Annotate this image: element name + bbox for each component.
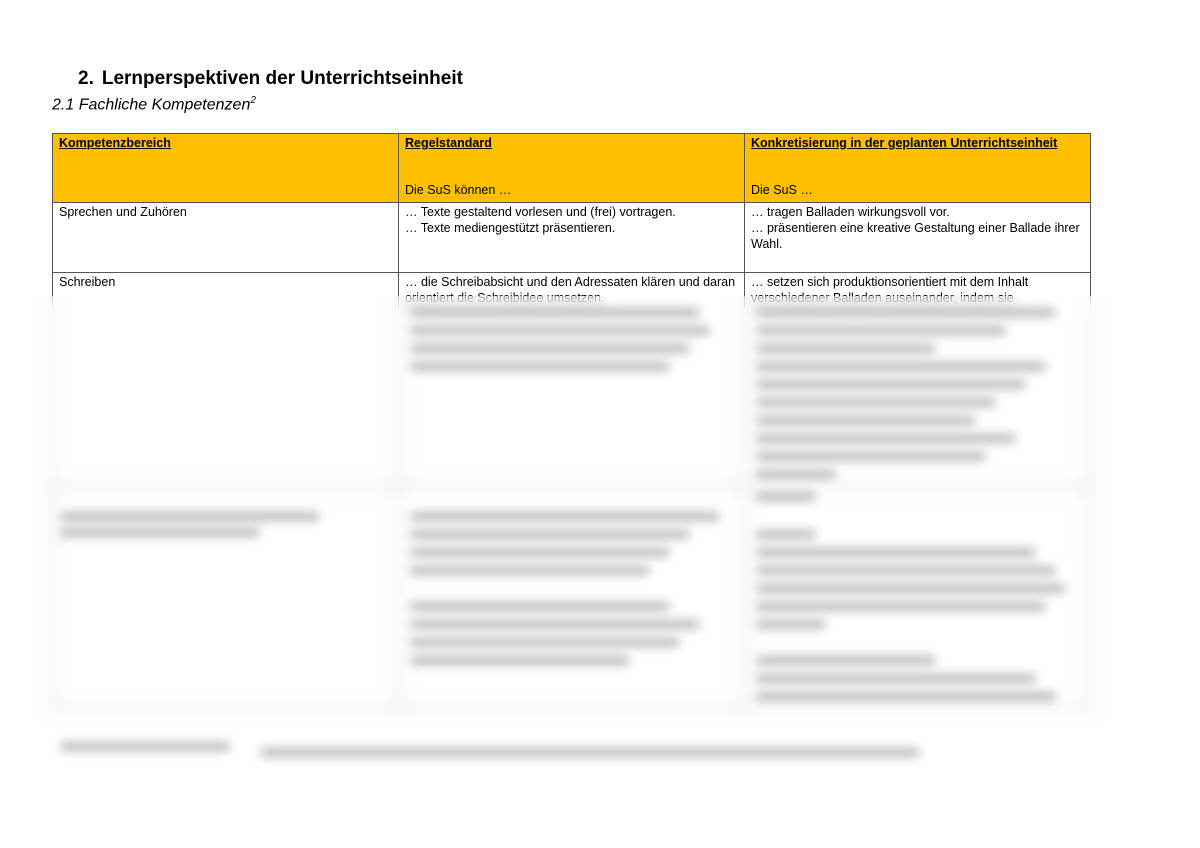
header-subtitle: Die SuS können … [405,183,512,197]
cell-konkret [745,203,1091,273]
blurred-text [260,748,920,757]
blurred-text [756,416,976,425]
section-number: 2. [78,68,94,89]
blurred-text [410,656,630,665]
blurred-text [756,470,836,479]
blurred-text [410,638,680,647]
blurred-text [410,620,700,629]
blurred-text [756,620,826,629]
header-title: Kompetenzbereich [59,136,171,150]
header-kompetenzbereich [53,134,399,203]
table-row [53,203,1091,273]
footnote-ref: 2 [250,95,256,106]
blurred-text [410,548,670,557]
header-regelstandard [399,134,745,203]
header-title: Regelstandard [405,136,492,150]
blurred-text [756,674,1036,683]
header-konkretisierung [745,134,1091,203]
blurred-text [756,692,1056,701]
cell-line: … tragen Balladen wirkungsvoll vor. [751,205,950,219]
cell-line: … setzen sich produktionsorientiert mit dem Inhalt verschiedener Balladen auseinander, indem sie [751,275,1029,305]
blurred-text [756,380,1026,389]
cell-bereich: Sprechen und Zuhören [53,203,399,273]
blurred-text [756,434,1016,443]
blurred-text [756,602,1046,611]
blurred-text [756,566,1056,575]
blurred-text [410,530,690,539]
blurred-text [756,548,1036,557]
blurred-text [756,656,936,665]
blurred-text [756,362,1046,371]
blurred-text [60,528,260,537]
header-subtitle: Die SuS … [751,183,813,197]
blurred-text [410,326,710,335]
blurred-text [410,344,690,353]
blurred-text [410,602,670,611]
blurred-text [410,362,670,371]
blurred-text [410,308,700,317]
blurred-text [756,492,816,501]
blurred-text [756,326,1006,335]
blurred-text [756,452,986,461]
cell-bereich: Schreiben [53,273,399,487]
subsection-title: 2.1 Fachliche Kompetenzen [52,96,251,114]
blurred-text [410,566,650,575]
blurred-text [60,512,320,521]
section-heading [78,68,463,90]
cell-line: … präsentieren eine kreative Gestaltung einer Ballade ihrer Wahl. [751,221,1080,251]
cell-line: … Texte mediengestützt präsentieren. [405,221,616,235]
blurred-text [756,344,936,353]
blurred-text [60,742,230,751]
subsection-heading [52,95,256,114]
header-title: Konkretisierung in der geplanten Unterrichtseinheit [751,136,1058,150]
blurred-text [756,398,996,407]
cell-standard [399,203,745,273]
cell-line: … Texte gestaltend vorlesen und (frei) vortragen. [405,205,676,219]
blurred-region [0,296,1200,848]
blurred-text [756,530,816,539]
blurred-text [756,308,1056,317]
table-header-row [53,134,1091,203]
cell-line: … die Schreibabsicht und den Adressaten klären und daran orientiert die Schreibidee umsetzen. [405,275,736,305]
blurred-text [756,584,1066,593]
section-title: Lernperspektiven der Unterrichtseinheit [101,68,463,89]
blurred-text [410,512,720,521]
